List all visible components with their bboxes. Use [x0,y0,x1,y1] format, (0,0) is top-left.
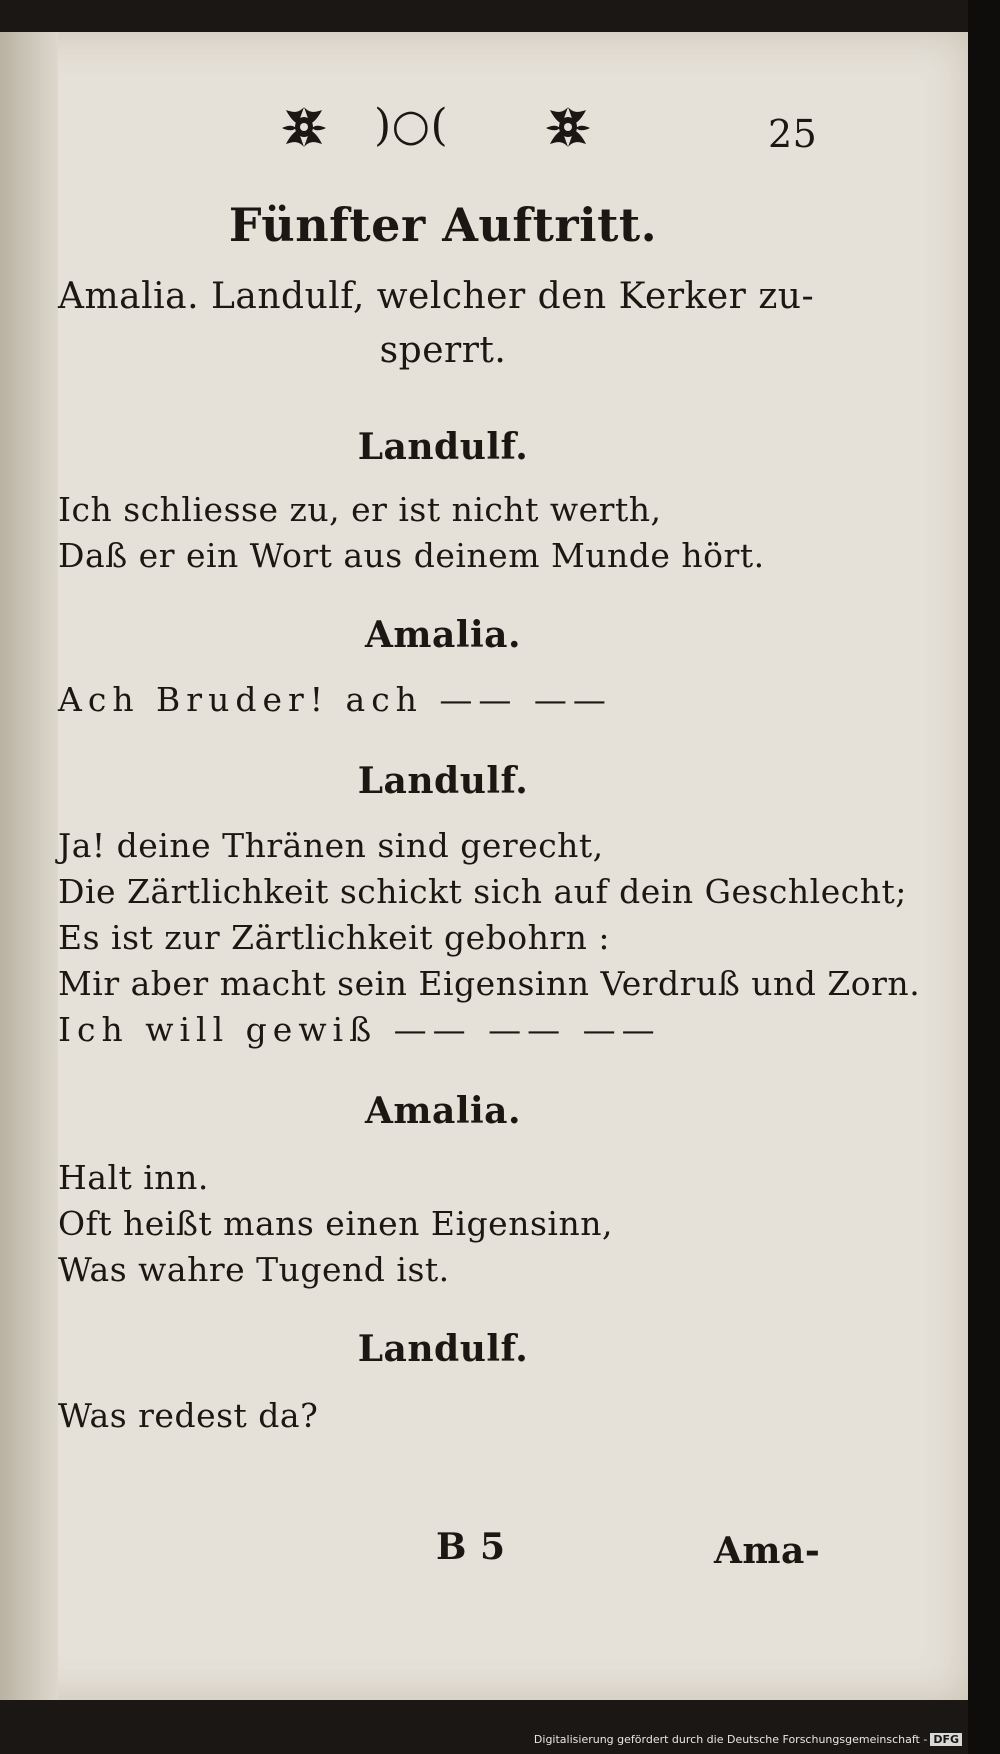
speaker-name: Amalia. [364,1090,522,1132]
dfg-logo: DFG [930,1733,962,1746]
verse-line: Was redest da? [58,1396,319,1435]
verse-line: Ach Bruder! ach —— —— [58,680,612,719]
stage-direction-line-1: Amalia. Landulf, welcher den Kerker zu- [58,276,815,317]
ornament-right-icon [542,102,594,152]
page-number: 25 [768,112,818,156]
speaker-name: Landulf. [357,1328,529,1370]
credit-text: Digitalisierung gefördert durch die Deutsche Forschungsgemeinschaft - [533,1733,928,1746]
signature-mark: B 5 [436,1526,506,1568]
scan-border [968,0,1000,1754]
ornament-left-icon [278,102,330,152]
verse-line: Es ist zur Zärtlichkeit gebohrn : [58,918,611,957]
scene-title: Fünfter Auftritt. [228,198,658,252]
verse-line: Ich schliesse zu, er ist nicht werth, [58,490,662,529]
digitization-credit [534,1733,962,1746]
verse-line: Die Zärtlichkeit schickt sich auf dein Geschlecht; [58,872,907,911]
stage-direction-line-2: sperrt. [379,330,507,371]
verse-line: Oft heißt mans einen Eigensinn, [58,1204,613,1243]
verse-line: Daß er ein Wort aus deinem Munde hört. [58,536,765,575]
catchword: Ama- [714,1530,821,1572]
page-gutter [0,32,58,1700]
speaker-name: Landulf. [357,760,529,802]
speaker-name: Amalia. [364,614,522,656]
verse-line: Ja! deine Thränen sind gerecht, [58,826,604,865]
verse-line: Ich will gewiß —— —— —— [58,1010,661,1049]
verse-line: Halt inn. [58,1158,209,1197]
header-ornament-text: )○( [374,100,449,151]
verse-line: Mir aber macht sein Eigensinn Verdruß und Zorn. [58,964,921,1003]
verse-line: Was wahre Tugend ist. [58,1250,450,1289]
speaker-name: Landulf. [357,426,529,468]
